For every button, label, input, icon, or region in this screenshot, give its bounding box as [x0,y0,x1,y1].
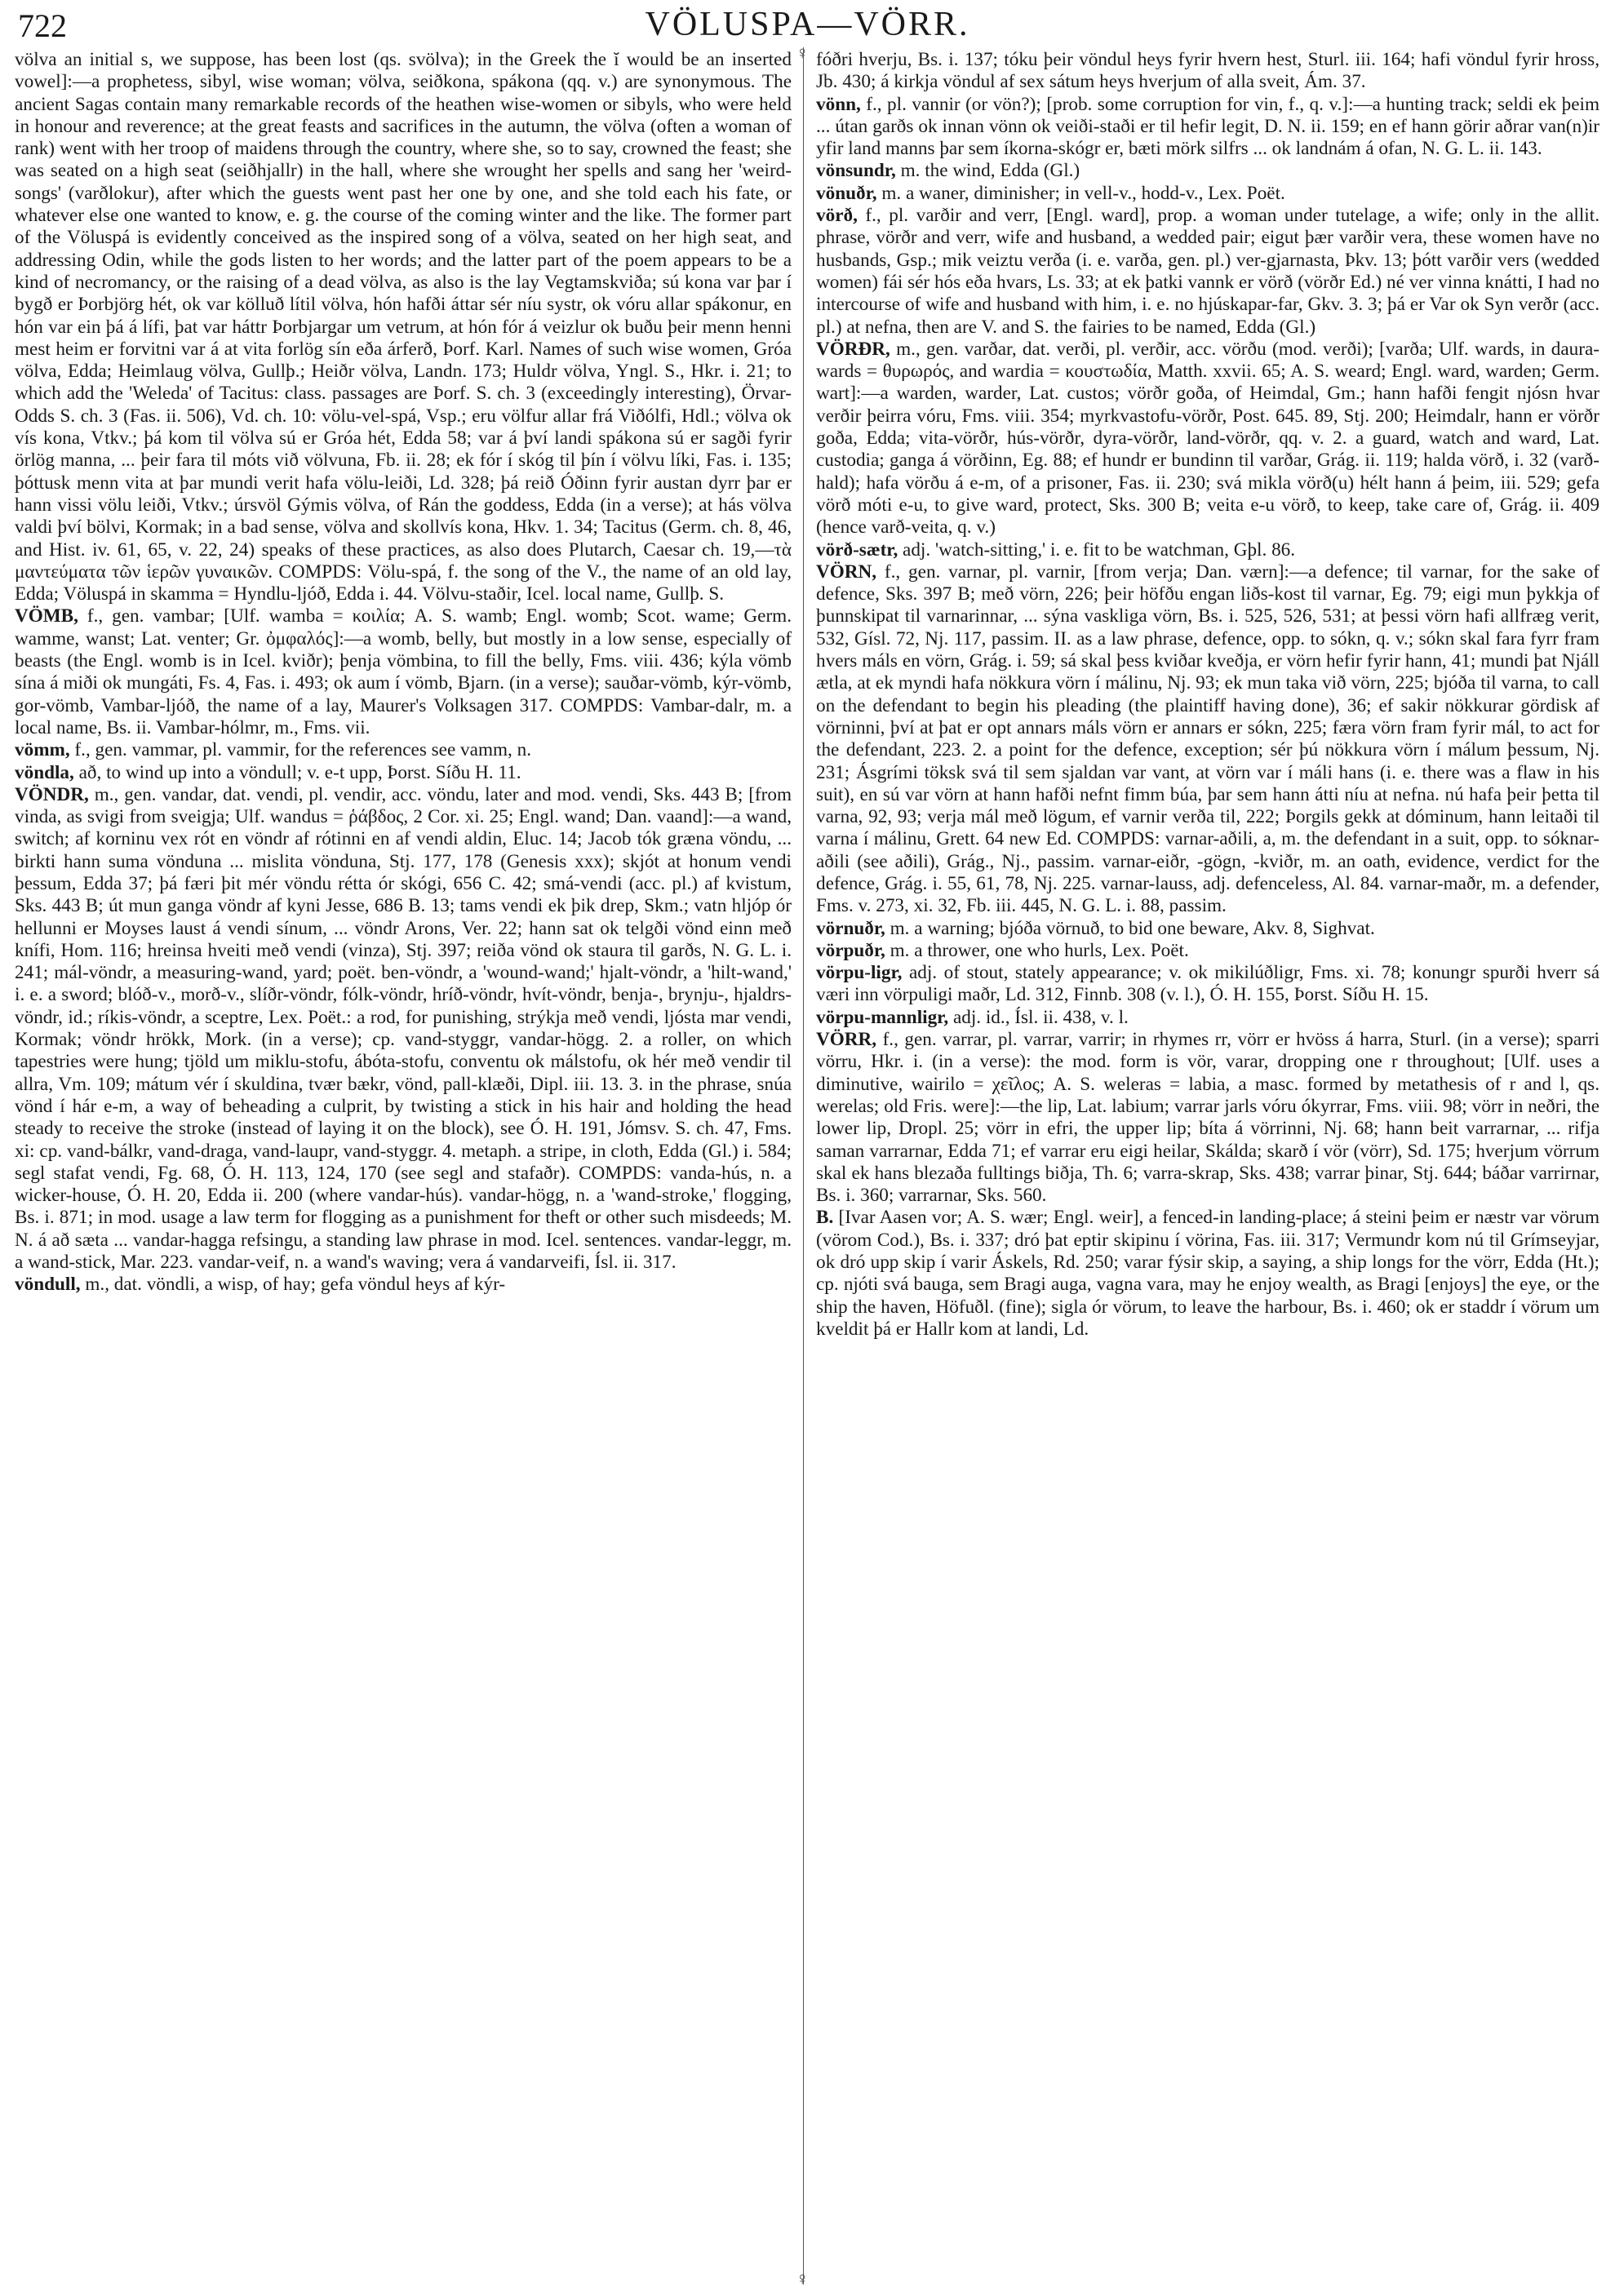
dictionary-entry [816,339,1599,539]
dictionary-entry [816,1007,1599,1029]
entry-headword: vönsundr, [816,160,896,182]
dictionary-entry [816,49,1599,94]
entry-body: m. a warning; bjóða vörnuð, to bid one beware, Akv. 8, Sighvat. [885,917,1375,939]
running-head: VÖLUSPA—VÖRR. [645,6,970,43]
column-divider [803,47,804,2285]
entry-headword: vörpu-ligr, [816,962,903,984]
entry-body: m., gen. vandar, dat. vendi, pl. vendir, acc. vöndu, later and mod. vendi, Sks. 443 B; [from vinda, as svigi from sveigja; Ulf. wandus = ῥάβδος, 2 Cor. xi. 25; Engl. wand; Dan. vaand]:—a wand, switch; af korninu vex rót en vöndr af rótinni en af vendi aldin, Eluc. 14; Jacob tók græna vöndu, ... birkti hann suma vönduna ... mislita vönduna, Stj. 177, 178 (Genesis xxx); skjót at honum vendi þessum, Edda 37; þá færi þit mér vöndu rétta ór skógi, 656 C. 42; smá-vendi (acc. pl.) af kvistum, Sks. 443 B; út mun ganga vöndr af kyni Jesse, 686 B. 13; tams vendi ek þik drep, Skm.; vatn hljóp ór hellunni er Moyses laust á vendi sínum, ... vöndr Arons, Ver. 22; hann sat ok telgði vönd einn með knífi, Hom. 116; hreinsa hveiti með vendi (vinza), Stj. 397; reiða vönd ok staura til garðs, N. G. L. i. 241; mál-vöndr, a measuring-wand, yard; poët. ben-vöndr, a 'wound-wand;' hjalt-vöndr, a 'hilt-wand,' i. e. a sword; blóð-v., morð-v., slíðr-vöndr, fólk-vöndr, hríð-vöndr, hvít-vöndr, benja-, brynju-, hjaldrs-vöndr, id.; ríkis-vöndr, a sceptre, Lex. Poët.: a rod, for punishing, strýkja með vendi, ljósta mar vendi, Kormak; vöndr hrökk, Mork. (in a verse); cp. vand-styggr, vandar-högg. 2. a roller, on which tapestries were hung; tjöld um miklu-stofu, ábóta-stofu, conventu ok málstofu, ok hér með vendir til allra, Vm. 109; mátum vér í skuldina, tvær bækr, vönd, pall-klæði, Dipl. iii. 13. 3. in the phrase, snúa vönd í hár e-m, a way of beheading a culprit, by twisting a stick in his hair and holding the head steady to receive the stroke (instead of laying it on the block), see Ó. H. 191, Jómsv. S. ch. 47, Fms. xi: cp. vand-bálkr, vand-draga, vand-laupr, vand-styggr. 4. metaph. a stripe, in cloth, Edda (Gl.) i. 584; segl stafat vendi, Fg. 68, Ó. H. 113, 124, 170 (see segl and stafaðr). COMPDS: vanda-hús, n. a wicker-house, Ó. H. 20, Edda ii. 200 (where vandar-hús). vandar-högg, n. a 'wand-stroke,' flogging, Bs. i. 871; in mod. usage a law term for flogging as a punishment for theft or other such misdeeds; M. N. á að sæta ... vandar-hagga refsingu, a standing law phrase in mod. Icel. sentences. vandar-leggr, m. a wand-stick, Mar. 223. vandar-veif, n. a wand's waving; vera á vandarveifi, Ísl. ii. 317. [15,783,792,1274]
dictionary-entry [816,183,1599,205]
entry-body: f., gen. varnar, pl. varnir, [from verja; Dan. værn]:—a defence; til varnar, for the sake of defence, Sks. 397 B; með vörn, 226; þeir höfðu engan liðs-kost til varnar, Eg. 79; eigi mun þykkja of þunnskipat til varnarinnar, ... sýna vaskliga vörn, Bs. i. 525, 526, 531; at þessi vörn hafi allfræg verit, 532, Gísl. 72, Nj. 117, passim. II. as a law phrase, defence, opp. to sókn, q. v.; sókn skal fara fyrr fram hvers máls en vörn, Grág. i. 59; sá skal þess kviðar kveðja, er vörn hefir fyrir hann, 41; mundi þat Njáll ætla, at ek myndi hafa nökkura vörn í málinu, Nj. 93; ek mun taka við vörn, 225; bjóða til varna, to call on the defendant to begin his pleading (the plaintiff having done), 36; ef sakir nökkurar gördisk af vörninni, því at þat er opt annars máls vörn er annars er sókn, 225; færa vörn fram fyrir mál, to act for the defendant, 223. 2. a point for the defence, exception; sér þú nökkura vörn í málum þessum, Nj. 231; Ásgrími töksk svá til sem sjaldan var vant, at vörn var í máli hans (i. e. there was a flaw in his suit), en sú var vörn at hann hafði nefnt fimm búa, þar sem hann átti níu at nefna. nú hafa þeir þetta til varna, 92, 93; verja mál með lögum, ef varnir verða til, 222; Þorgils gekk at dóminum, hann leitaði til varna í málinu, Grett. 64 new Ed. COMPDS: varnar-aðili, a, m. the defendant in a suit, opp. to sóknar-aðili (see aðili), Grág., Nj., passim. varnar-eiðr, -gögn, -kviðr, m. an oath, evidence, verdict for the defence, Grág. i. 55, 61, 78, Nj. 225. varnar-lauss, adj. defenceless, Al. 84. varnar-maðr, m. a defender, Fms. v. 273, xi. 32, Fb. iii. 445, N. G. L. i. 88, passim. [816,561,1599,917]
dictionary-entry [816,940,1599,962]
entry-headword: vörð, [816,205,858,227]
entry-body: f., gen. vambar; [Ulf. wamba = κοιλία; A. S. wamb; Engl. womb; Scot. wame; Germ. wamme, wanst; Lat. venter; Gr. ὀμφαλός]:—a womb, belly, but mostly in a low sense, especially of beasts (the Engl. womb is in Icel. kviðr); þenja vömbina, to fill the belly, Fms. viii. 436; kýla vömb sína á miði ok mungáti, Fs. 4, Fas. i. 493; ok aum í vömb, Bjarn. (in a verse); sauðar-vömb, kýr-vömb, gor-vömb, Vambar-ljóð, the name of a lay, Maurer's Volksagen 317. COMPDS: Vambar-dalr, m. a local name, Bs. ii. Vambar-hólmr, m., Fms. vii. [15,605,792,738]
dictionary-entry [15,49,792,605]
entry-body: m. a waner, diminisher; in vell-v., hodd-v., Lex. Poët. [876,182,1285,204]
entry-body: fóðri hverju, Bs. i. 137; tóku þeir vöndul heys fyrir hvern hest, Sturl. iii. 164; hafi vöndul fyrir hross, Jb. 430; á kirkja vöndul af sex sátum heys hverjum of alla sveit, Ám. 37. [816,49,1599,93]
left-column [15,49,792,1296]
entry-headword: VÖNDR, [15,783,89,805]
dictionary-entry [816,1029,1599,1207]
entry-headword: vörpu-mannligr, [816,1006,949,1028]
entry-headword: vönuðr, [816,182,877,204]
right-column [816,49,1599,1341]
column-ornament-icon: ♀ [796,2268,810,2289]
entry-headword: vörpuðr, [816,939,885,961]
entry-body: f., pl. varðir and verr, [Engl. ward], prop. a woman under tutelage, a wife; only in the allit. phrase, vörðr and verr, wife and husband, a wedded pair; eigut þær varðir vera, these women have no husbands, Gsp.; mik veiztu verða (i. e. varða, gen. pl.) ver-gjarnasta, Þkv. 13; þótt varðir vers (wedded women) fái sér hós eða hvars, Ls. 33; at ek þatki vannk er vörð (vörðr Ed.) né ver vinna knátti, I had no intercourse of wife and husband with him, i. e. no hjúskapar-far, Gkv. 3. 3; þá er Var ok Syn verðr (acc. pl.) at nefna, then are V. and S. the fairies to be named, Edda (Gl.) [816,205,1599,338]
entry-headword: vörnuðr, [816,917,885,939]
dictionary-entry [816,160,1599,182]
page-number: 722 [18,7,67,44]
entry-body: f., pl. vannir (or vön?); [prob. some corruption for vin, f., q. v.]:—a hunting track; seldi ek þeim ... útan garðs ok innan vönn ok veiði-staði er til hefir legit, D. N. ii. 159; en ef hann görir aðrar van(n)ir yfir land manns þar sem íkorna-skógr er, bæti mörk silfrs ... ok landnám á ofan, N. G. L. ii. 143. [816,93,1599,160]
entry-body: m. the wind, Edda (Gl.) [895,160,1080,182]
dictionary-entry [816,1207,1599,1341]
entry-body: völva an initial s, we suppose, has been lost (qs. svölva); in the Greek the ĭ would be an inserted vowel]:—a prophetess, sibyl, wise woman; völva, seiðkona, spákona (qq. v.) are synonymous. The ancient Sagas contain many remarkable records of the heathen wise-women or sibyls, who were held in honour and reverence; at the great feasts and sacrifices in the autumn, the völva (often a woman of rank) went with her troop of maidens through the country, where she, so to say, crowned the feast; she was seated on a high seat (seiðhjallr) in the hall, where she wrought her spells and sang her 'weird-songs' (varðlokur), after which the guests went past her one by one, and she told each his fate, or whatever else one wanted to know, e. g. the course of the coming winter and the like. The former part of the Völuspá is evidently conceived as the inspired song of a völva, seated on her high seat, and addressing Odin, while the gods listen to her words; and the latter part of the poem appears to be a kind of necromancy, or the raising of a dead völva, as also is the lay Vegtamskviða; sú kona var þar í bygð er Þorbjörg hét, ok var kölluð lítil völva, hón hafði áttar sér níu systr, ok vóru allar spákonur, en hón var ein þá á lífi, þat var háttr Þorbjargar um vetrum, at hón fór á veizlur ok buðu þeir menn henni mest heim er forvitni var á at vita forlög sín eða árferð, Þorf. Karl. Names of such wise women, Gróa völva, Edda; Heimlaug völva, Gullþ.; Heiðr völva, Landn. 173; Huldr völva, Yngl. S., Hkr. i. 21; to which add the 'Weleda' of Tacitus: class. passages are Þorf. S. ch. 3 (exceedingly interesting), Örvar-Odds S. ch. 3 (Fas. ii. 506), Vd. ch. 10: völu-vel-spá, Vsp.; eru völfur allar frá Viðólfi, Hdl.; völva ok vís kona, Vtkv.; þá kom til völva sú er Gróa hét, Edda 58; var á því landi spákona sú er sagði fyrir örlög manna, ... þeir fara til móts við völvuna, Fb. ii. 28; ek fór í skóg til þín í völvu líki, Fas. i. 135; þóttusk menn vita at þar mundi verit hafa völu-leiði, Ld. 328; þá reið Óðinn fyrir austan dyrr þar er hann vissi völu leiði, Vtkv.; úrsvöl Gýmis völva, of Rán the goddess, Edda (in a verse); at hás völva valdi því bölvi, Kormak; in a bad sense, völva and skollvís kona, Hkv. 1. 34; Tacitus (Germ. ch. 8, 46, and Hist. iv. 61, 65, v. 22, 24) speaks of these practices, as also does Plutarch, Caesar ch. 19,—τὰ μαντεύματα τῶν ἱερῶν γυναικῶν. COMPDS: Völu-spá, f. the song of the V., the name of an old lay, Edda; Völuspá in skamma = Hyndlu-ljóð, Edda i. 44. Völvu-staðir, Icel. local name, Gullþ. S. [15,49,792,605]
entry-headword: vömm, [15,739,70,761]
dictionary-entry [816,539,1599,561]
entry-body: m., dat. vöndli, a wisp, of hay; gefa vöndul heys af kýr- [80,1274,506,1296]
column-ornament-icon: ♀ [796,42,810,63]
dictionary-entry [816,94,1599,161]
entry-headword: VÖMB, [15,605,78,627]
dictionary-entry [15,739,792,761]
entry-body: m. a thrower, one who hurls, Lex. Poët. [885,939,1189,961]
entry-body: að, to wind up into a vöndull; v. e-t upp, Þorst. Síðu H. 11. [73,761,521,783]
entry-headword: B. [816,1207,834,1229]
dictionary-entry [816,918,1599,940]
entry-headword: vöndull, [15,1274,81,1296]
entry-body: m., gen. varðar, dat. verði, pl. verðir, acc. vörðu (mod. verði); [varða; Ulf. wards, in daura-wards = θυρωρός, and wardia = κουστωδία, Matth. xxvii. 65; A. S. weard; Engl. ward, warden; Germ. wart]:—a warden, warder, Lat. custos; vörðr goða, of Heimdal, Gm.; hann hafði fengit njósn hvar verðir þeirra vóru, Fms. viii. 354; myrkvastofu-vörðr, Post. 645. 89, Stj. 200; Heimdalr, hann er vörðr goða, Edda; vita-vörðr, hús-vörðr, dyra-vörðr, land-vörðr, qq. v. 2. a guard, watch and ward, Lat. custodia; ganga á vörðinn, Eg. 88; ef hundr er bundinn til varðar, Grág. ii. 119; halda vörð, i. 32 (varð-hald); hafa vörðu á e-m, of a prisoner, Fas. ii. 230; svá mikla vörð(u) hélt hann á þeim, iii. 529; gefa vörð móti e-u, to give ward, protect, Sks. 300 B; veita e-u vörð, to keep, take care of, Grág. ii. 409 (hence varð-veita, q. v.) [816,338,1599,539]
dictionary-entry [816,561,1599,918]
dictionary-entry [15,1274,792,1296]
entry-headword: VÖRÐR, [816,338,890,360]
entry-headword: vörð-sætr, [816,539,898,561]
entry-headword: vönn, [816,93,861,115]
dictionary-entry [15,784,792,1274]
entry-headword: VÖRN, [816,561,877,583]
entry-body: adj. 'watch-sitting,' i. e. fit to be watchman, Gþl. 86. [898,539,1296,561]
entry-body: adj. of stout, stately appearance; v. ok mikilúðligr, Fms. xi. 78; konungr spurði hverr sá væri inn vörpuligi maðr, Ld. 312, Finnb. 308 (v. l.), Ó. H. 155, Þorst. Síðu H. 15. [816,962,1599,1006]
entry-headword: VÖRR, [816,1029,877,1051]
dictionary-entry [15,605,792,739]
entry-body: f., gen. varrar, pl. varrar, varrir; in rhymes rr, vörr er hvöss á harra, Sturl. (in a verse); sparri vörru, Hkr. i. (in a verse): the mod. form is vör, varar, dropping one r throughout; [Ulf. uses a diminutive, wairilo = χεῖλος; A. S. weleras = labia, a masc. formed by metathesis of r and l, qs. werelas; old Fris. were]:—the lip, Lat. labium; varrar jarls vóru ókyrrar, Fms. viii. 98; vörr in neðri, the lower lip, Dropl. 25; vörr in efri, the upper lip; bíta á vörrinni, Nj. 68; hann beit varrarnar, ... rifja saman varrarnar, Edda 71; ef varrar eru eigi heilar, Skálda; skarð í vör (vörr), Sd. 175; hverjum vörrum skal ek hans blezaða fulltings biðja, Th. 6; varra-skrap, Sks. 438; varrar þinar, Stj. 644; báðar varrirnar, Bs. i. 360; varrarnar, Sks. 560. [816,1029,1599,1207]
dictionary-entry [816,205,1599,339]
entry-headword: vöndla, [15,761,74,783]
entry-body: adj. id., Ísl. ii. 438, v. l. [948,1006,1129,1028]
dictionary-entry [15,762,792,784]
page-header [18,3,1597,46]
entry-body: f., gen. vammar, pl. vammir, for the references see vamm, n. [69,739,532,761]
entry-body: [Ivar Aasen vor; A. S. wær; Engl. weir], a fenced-in landing-place; á steini þeim er næstr var vörum (vörom Cod.), Bs. i. 337; dró þat eptir skipinu í vörina, Fas. iii. 317; Vermundr kom nú til Grímseyjar, ok dró upp skip í varir Áskels, Rd. 250; varar fýsir skip, a saying, a ship longs for the vörr, Edda (Ht.); cp. njóti svá bauga, sem Bragi auga, vagna vara, may he enjoy wealth, as Bragi [enjoys] the eye, or the ship the haven, Höfuðl. (fine); sigla ór vörum, to leave the harbour, Bs. i. 460; ok er staddr í vörum um kveldit þá er Hallr kom at landi, Ld. [816,1207,1599,1340]
dictionary-entry [816,962,1599,1007]
